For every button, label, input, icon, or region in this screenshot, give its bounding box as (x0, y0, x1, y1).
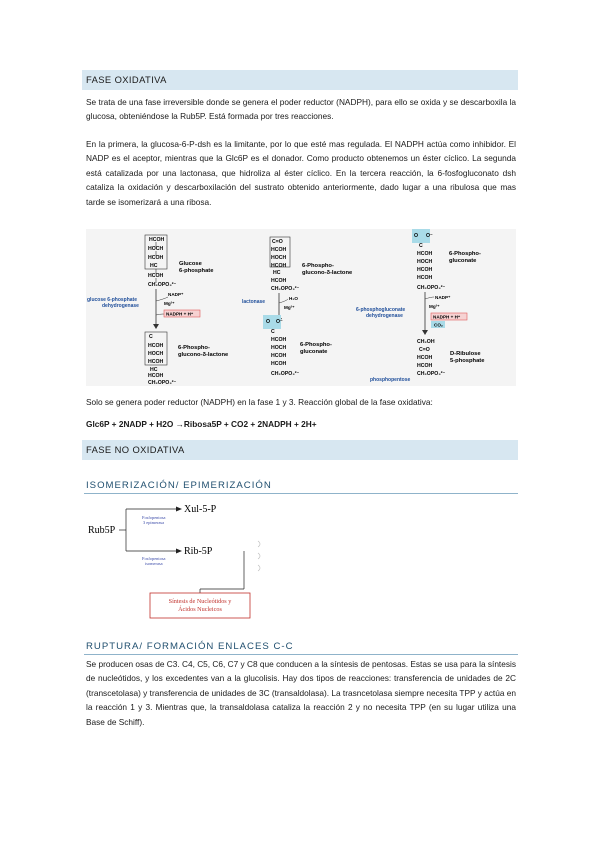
svg-text:C: C (271, 329, 275, 335)
svg-text:HOCH: HOCH (148, 246, 164, 252)
svg-text:HCOH: HCOH (417, 251, 433, 257)
svg-text:HCOH: HCOH (271, 247, 287, 253)
enzyme-6pgdh: 6-phosphogluconate dehydrogenase (356, 307, 406, 319)
svg-text:CH₂OPO₃²⁻: CH₂OPO₃²⁻ (148, 282, 177, 288)
svg-text:C=O: C=O (419, 347, 430, 353)
svg-text:CH₂OPO₃²⁻: CH₂OPO₃²⁻ (417, 285, 446, 291)
h2o-label: H₂O (289, 296, 298, 301)
svg-text:HC: HC (150, 367, 158, 373)
svg-text:HCOH: HCOH (148, 255, 164, 261)
lactone-structure-2 (270, 237, 299, 292)
gluconate-label-1: 6-Phospho-gluconate (300, 342, 332, 355)
svg-text:C: C (419, 243, 423, 249)
subheader-rupture: RUPTURA/ FORMACIÓN ENLACES C-C (86, 641, 294, 652)
svg-text:HC: HC (273, 270, 281, 276)
lactone-structure-1 (145, 332, 176, 386)
svg-text:CH₂OPO₃²⁻: CH₂OPO₃²⁻ (417, 371, 446, 377)
svg-text:HCOH: HCOH (271, 278, 287, 284)
enzyme-isomerase: Fosfopentosa isomerasa (142, 556, 166, 566)
subheader-isomerization: ISOMERIZACIÓN/ EPIMERIZACIÓN (86, 480, 272, 491)
gluconate-label-2: 6-Phospho-gluconate (449, 251, 481, 264)
glucose-label: Glucose 6-phosphate (179, 261, 214, 274)
lactone-label-1: 6-Phospho-glucono-δ-lactone (178, 345, 229, 358)
svg-text:O⁻: O⁻ (426, 233, 433, 239)
rib5p-label: Rib-5P (184, 546, 213, 557)
mg-label-3: Mg²⁺ (429, 304, 440, 309)
svg-text:O: O (266, 319, 271, 325)
lactone-label-2: 6-Phospho-glucono-δ-lactone (302, 263, 353, 276)
svg-text:HOCH: HOCH (271, 255, 287, 261)
enzyme-g6pdh: glucose 6-phosphate dehydrogenase (87, 297, 139, 309)
nadp-label-1: NADP⁺ (168, 292, 184, 297)
enzyme-lactonase: lactonase (242, 299, 266, 305)
ribulose-structure (417, 339, 445, 377)
subheader-rule-2 (84, 654, 518, 655)
oxidative-phase-figure (86, 229, 516, 386)
svg-text:HOCH: HOCH (417, 259, 433, 265)
svg-text:HOCH: HOCH (148, 351, 164, 357)
svg-text:HCOH: HCOH (417, 363, 433, 369)
rub5p-label: Rub5P (88, 525, 116, 536)
nadph-label-1: NADPH + H⁺ (166, 311, 194, 317)
svg-text:CH₂OPO₃²⁻: CH₂OPO₃²⁻ (148, 380, 177, 386)
nadp-label-3: NADP⁺ (435, 295, 451, 300)
co2-label: CO₂ (434, 322, 443, 328)
subheader-rule-1 (84, 493, 518, 494)
svg-text:C=O: C=O (272, 239, 283, 245)
isomerization-figure (86, 497, 266, 622)
synthesis-box-text: Síntesis de Nucleótidos y Ácidos Nucleicos (168, 598, 232, 613)
isomerization-diagram (86, 497, 266, 622)
svg-text:HCOH: HCOH (271, 337, 287, 343)
paragraph-rupture: Se producen osas de C3. C4, C5, C6, C7 y C8 que conducen a la síntesis de pentosas. Estas se usa para la síntesis de nucleótidos, y los excedentes van a la glucolisis. Hay dos tipos de reacciones: transferencia de unidades de 2C (transcetolasa) y transferencia de unidades de 3C (transaldolasa). La trasncetolasa siempre necesita TPP y actúa en la reacción 1 y 3. Mientras que, la transaldolasa cataliza la reacción 2 y no necesita TPP (en su lugar utiliza una Base de Schiff). (86, 659, 516, 727)
enzyme-epimerase: Fosfopentosa 3 epimerasa (142, 515, 166, 525)
svg-text:HCOH: HCOH (417, 355, 433, 361)
mg-label-2: Mg²⁺ (284, 305, 295, 310)
svg-text:HCOH: HCOH (271, 263, 287, 269)
svg-text:HCOH: HCOH (148, 273, 164, 279)
svg-text:HCOH: HCOH (417, 267, 433, 273)
mg-label-1: Mg²⁺ (164, 301, 175, 306)
svg-text:HCOH: HCOH (148, 343, 164, 349)
svg-text:CH₂OPO₃²⁻: CH₂OPO₃²⁻ (271, 371, 300, 377)
svg-text:CH₂OPO₃²⁻: CH₂OPO₃²⁻ (271, 286, 300, 292)
svg-text:HCOH: HCOH (149, 237, 165, 243)
svg-text:O: O (414, 233, 419, 239)
svg-text:HCOH: HCOH (148, 373, 164, 379)
nadph-label-3: NADPH + H⁺ (433, 314, 461, 320)
enzyme-phosphopentose: phosphopentose (370, 377, 411, 383)
ribulose-label: D-Ribulose 5-phosphate (450, 351, 485, 364)
svg-text:CH₂OH: CH₂OH (417, 339, 435, 345)
oxidative-phase-diagram (86, 229, 516, 386)
xul5p-label: Xul-5-P (184, 504, 217, 515)
paragraph-global: Solo se genera poder reductor (NADPH) en la fase 1 y 3. Reacción global de la fase oxidativa: (86, 397, 433, 407)
paragraph-reactions: En la primera, la glucosa-6-P-dsh es la limitante, por lo que esté mas regulada. El NADPH actúa como inhibidor. El NADP es el aceptor, mientras que la Glc6P es el donador. Como producto obtenemos un éster cíclico. La segunda está catalizada por una lactonasa, que hidroliza al éster cíclico. En la tercera reacción, la 6-fosfogluconato dsh cataliza la oxidación y descarboxilación del sustrato obtenido anteriormente, dado lugar a una ribulosa que mas tarde se isomerizará a una ribosa. (86, 139, 516, 207)
svg-text:HOCH: HOCH (271, 345, 287, 351)
svg-text:HCOH: HCOH (271, 353, 287, 359)
svg-text:HCOH: HCOH (417, 275, 433, 281)
svg-text:O⁻: O⁻ (276, 319, 283, 325)
glucose-structure (145, 235, 176, 288)
svg-text:HCOH: HCOH (148, 359, 164, 365)
svg-text:HC: HC (150, 263, 158, 269)
section-header-oxidative: FASE OXIDATIVA (82, 70, 518, 90)
svg-text:C: C (149, 334, 153, 340)
section-header-nonoxidative: FASE NO OXIDATIVA (82, 440, 518, 460)
svg-text:HCOH: HCOH (271, 361, 287, 367)
global-equation: Glc6P + 2NADP + H2O →Ribosa5P + CO2 + 2NADPH + 2H+ (86, 419, 317, 429)
paragraph-intro: Se trata de una fase irreversible donde se genera el poder reductor (NADPH), para ello se oxida y se descarboxila la glucosa, obteniéndose la Rub5P. Está formada por tres reacciones. (86, 97, 516, 122)
